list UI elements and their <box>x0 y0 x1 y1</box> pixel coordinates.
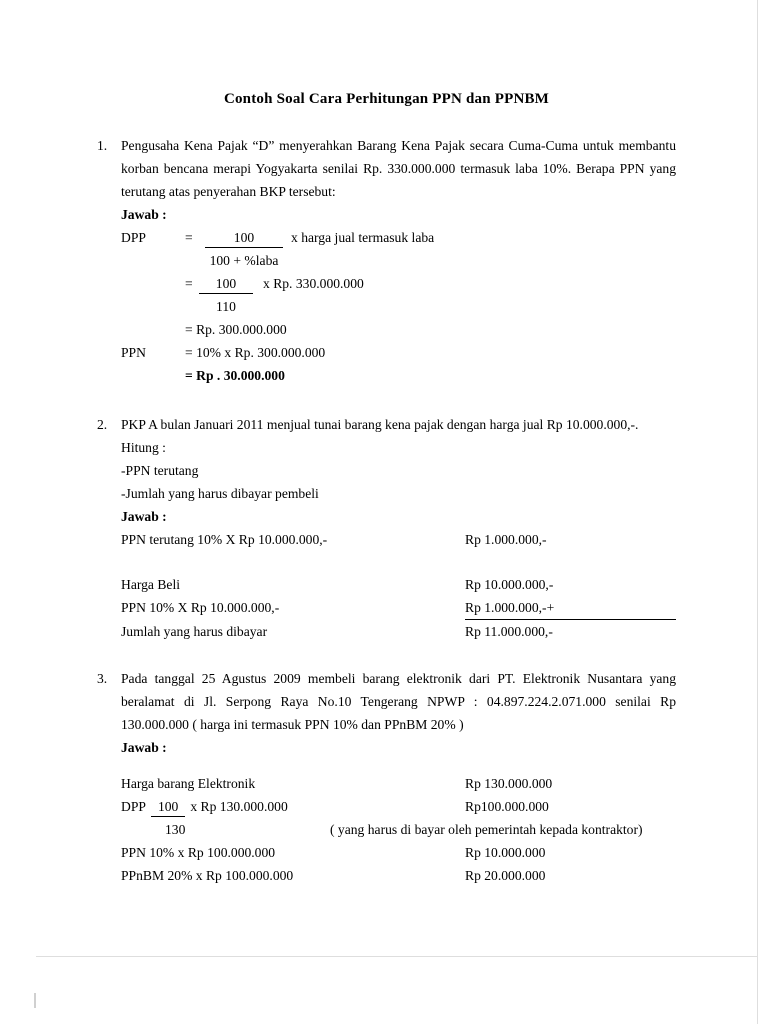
q3-row-4-label: PPnBM 20% x Rp 100.000.000 <box>121 868 294 883</box>
question-2 <box>97 413 676 643</box>
q1-formula-line-6 <box>121 341 676 364</box>
q1-equals-sign-2: = <box>185 276 193 291</box>
q1-dpp-result: = Rp. 300.000.000 <box>185 322 287 337</box>
q2-row-2-label: Harga Beli <box>121 577 181 592</box>
q2-row-3-label: PPN 10% X Rp 10.000.000,- <box>121 600 280 615</box>
q3-row-3-label: PPN 10% x Rp 100.000.000 <box>121 845 276 860</box>
q2-row-3-value: Rp 1.000.000,-+ <box>465 596 676 620</box>
question-1-jawab-label: Jawab : <box>121 207 167 222</box>
q3-fraction-denominator: 130 <box>165 822 186 837</box>
question-1-text: Pengusaha Kena Pajak “D” menyerahkan Barang Kena Pajak secara Cuma-Cuma untuk membantu korban bencana merapi Yogyakarta senilai Rp. 330.000.000 termasuk laba 10%. Berapa PPN yang terutang atas penyerahan BKP tersebut: <box>121 138 676 199</box>
q1-fraction2-denominator: 110 <box>216 299 236 314</box>
q3-row-denominator <box>121 818 676 841</box>
q2-row-jumlah <box>121 620 676 643</box>
q1-formula-line-7 <box>121 364 676 387</box>
q1-fraction1-denominator: 100 + %laba <box>209 253 279 268</box>
q1-equals-sign-1: = <box>185 230 193 245</box>
q2-row-ppn <box>121 596 676 620</box>
q2-row-1-value: Rp 1.000.000,- <box>465 532 547 547</box>
q2-row-ppn-terutang <box>121 528 676 551</box>
q2-row-4-value: Rp 11.000.000,- <box>465 624 553 639</box>
spacer <box>121 759 676 772</box>
question-3-jawab-label: Jawab : <box>121 740 167 755</box>
q1-formula-line-1 <box>121 226 676 249</box>
q1-ppn-calculation: = 10% x Rp. 300.000.000 <box>185 345 326 360</box>
q1-formula-line-4 <box>121 295 676 318</box>
q3-fraction-numerator: 100 <box>151 795 185 817</box>
page-corner-mark <box>34 993 36 1008</box>
q3-row-dpp <box>121 795 676 818</box>
q3-row-2-value: Rp100.000.000 <box>465 799 549 814</box>
q1-ppn-label: PPN <box>121 345 146 360</box>
document-title: Contoh Soal Cara Perhitungan PPN dan PPNBM <box>223 91 550 107</box>
question-1-number: 1. <box>97 138 108 153</box>
q3-row-4-value: Rp 20.000.000 <box>465 868 546 883</box>
q3-row-3-value: Rp 10.000.000 <box>465 845 546 860</box>
question-2-hitung-label: Hitung : <box>121 440 166 455</box>
question-3 <box>97 667 676 887</box>
question-3-body <box>121 667 676 887</box>
q3-note: ( yang harus di bayar oleh pemerintah kepada kontraktor) <box>330 822 643 837</box>
q3-row-harga-barang <box>121 772 676 795</box>
q1-ppn-result: = Rp . 30.000.000 <box>185 368 285 383</box>
q1-formula-line-2 <box>121 249 676 272</box>
q1-fraction1-numerator: 100 <box>205 226 283 248</box>
question-2-text: PKP A bulan Januari 2011 menjual tunai barang kena pajak dengan harga jual Rp 10.000.000,-. <box>121 417 639 432</box>
q1-formula-line-3 <box>121 272 676 295</box>
question-2-item-2: -Jumlah yang harus dibayar pembeli <box>121 486 319 501</box>
q3-row-ppnbm <box>121 864 676 887</box>
q3-fraction-denominator-cell <box>121 818 330 841</box>
page-edge-right <box>757 0 758 1024</box>
question-2-number: 2. <box>97 417 108 432</box>
q1-formula-line-5 <box>121 318 676 341</box>
q2-row-2-value: Rp 10.000.000,- <box>465 577 554 592</box>
q3-dpp-suffix: x Rp 130.000.000 <box>190 799 288 814</box>
q1-fraction2-numerator: 100 <box>199 272 253 294</box>
q3-row-1-value: Rp 130.000.000 <box>465 776 553 791</box>
q1-dpp-label: DPP <box>121 230 146 245</box>
question-2-item-1: -PPN terutang <box>121 463 199 478</box>
q2-row-1-label: PPN terutang 10% X Rp 10.000.000,- <box>121 532 328 547</box>
q3-dpp-label: DPP <box>121 799 146 814</box>
question-3-number: 3. <box>97 671 108 686</box>
question-1 <box>97 134 676 387</box>
q2-row-4-label: Jumlah yang harus dibayar <box>121 624 268 639</box>
q1-fraction2-suffix: x Rp. 330.000.000 <box>263 276 364 291</box>
question-2-jawab-label: Jawab : <box>121 509 167 524</box>
q1-fraction1-suffix: x harga jual termasuk laba <box>291 230 435 245</box>
q3-row-1-label: Harga barang Elektronik <box>121 776 256 791</box>
question-1-body <box>121 134 676 387</box>
spacer <box>121 551 676 573</box>
q3-row-ppn <box>121 841 676 864</box>
question-2-body <box>121 413 676 643</box>
q3-dpp-formula <box>121 795 465 818</box>
q2-row-harga-beli <box>121 573 676 596</box>
question-3-text: Pada tanggal 25 Agustus 2009 membeli barang elektronik dari PT. Elektronik Nusantara yang beralamat di Jl. Serpong Raya No.10 Tengerang NPWP : 04.897.224.2.071.000 senilai Rp 130.000.000 ( harga ini termasuk PPN 10% dan PPnBM 20% ) <box>121 671 676 732</box>
page-edge-bottom <box>36 956 757 957</box>
